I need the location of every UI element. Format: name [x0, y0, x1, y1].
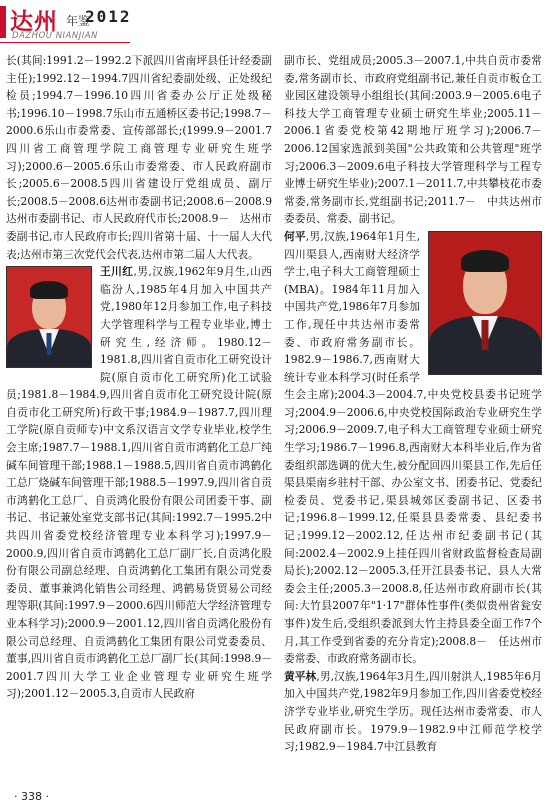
- page-header: [0, 0, 548, 44]
- person-name: 王川红: [100, 265, 134, 279]
- continued-biography: 长(其间:1991.2－1992.2下派四川省南坪县任计经委副主任);1992.12－1994.7四川省纪委副处级、正处级纪检员;1994.7－1996.10四川省委办公厅正处级秘书;1996.10－1998.7乐山市五通桥区委书记;1998.7－2000.6乐山市委常委、宣传部部长;(1999.9－2001.7四川省工商管理学院工商管理专业研究生班学习);2000.6－2005.6乐山市委常委、市人民政府副市长;2005.6－2008.5四川省建设厅党组成员、副厅长;2008.5－2008.6达州市委副书记;2008.6－2008.9达州市委副书记、市人民政府代市长;2008.9－ 达州市委副书记,市人民政府市长;四川省第十届、十一届人大代表;达州市第三次党代会代表,达州市第二届人大代表。: [6, 54, 272, 261]
- person-biography: ,男,汉族,1964年1月生,四川渠县人,西南财大经济学学士,电子科大工商管理硕士(MBA)。1984年11月加入中国共产党,1986年7月参加工作,现任中共达州市委常委、市政府常务副市长。1982.9－1986.7,西南财大统计专业本科学习(时任系学生会主席);2004.3－2004.7,中央党校县委书记班学习;2004.9－2006.6,中央党校国际政治专业研究生学习;2006.9－2009.7,电子科大工商管理专业硕士研究生学习;1986.7－1996.8,西南财大本科毕业后,作为省委组织部选调的优大生,被分配回四川渠县工作,先后任渠县渠南乡驻村干部、办公室文书、团委书记、党委纪检委员、党委书记,渠县城郊区委副书记、区委书记;1996.8－1999.12,任渠县县委常委、县纪委书记;1999.12－2002.12,任达州市纪委副书记(其间:2002.4－2002.9上挂任四川省财政监督检查局副局长);2002.12－2005.3,任开江县委书记、县人大常委会主任;2005.3－2008.8,任达州市政府副市长(其间:大竹县2007年"1·17"群体性事件(类似贵州省瓮安事件)发生后,受组织委派到大竹主持县委全面工作7个月,其工作受到省委的充分肯定);2008.8－ 任达州市委常委、市政府常务副市长。: [284, 229, 542, 666]
- person-biography: ,男,汉族,1962年9月生,山西临汾人,1985年4月加入中国共产党,1980年12月参加工作,电子科技大学管理科学与工程专业毕业,博士研究生,经济师。1980.12－1981.8,四川省自贡市化工研究设计院(原自贡市化工研究所)化工试验员;1981.8－1984.9,四川省自贡市化工研究设计院(原自贡市化工研究所)行政干事;1984.9－1987.7,四川理工学院(原自贡师专)中文系汉语言文学专业毕业,校学生会主席;1987.7－1988.1,四川省自贡市鸿鹤化工总厂纯碱车间管理干部;1988.1－1988.5,四川省自贡市鸿鹤化工总厂烧碱车间管理干部;1988.5－1997.9,四川省自贡市鸿鹤化工总厂、自贡鸿化股份有限公司团委干事、副书记、书记兼处室党支部书记(其间:1992.7－1995.2中共四川省委党校经济管理专业本科学习);1997.9－2000.9,四川省自贡市鸿鹤化工总厂副厂长,自贡鸿化股份有限公司副总经理、自贡鸿鹤化工集团有限公司党委委员、董事兼鸿化销售公司经理、鸿鹤易货贸易公司经理等职(其间:1997.9－2000.6四川师范大学经济管理专业本科学习);2000.9－2001.12,四川省自贡鸿化股份有限公司总经理、自贡鸿鹤化工集团有限公司党委委员、董事,四川省自贡市鸿鹤化工总厂副厂长(其间:1998.9－2001.7四川大学工业企业管理专业研究生班学习);2001.12－2005.3,自贡市人民政府: [6, 265, 272, 701]
- left-column: [6, 52, 272, 703]
- yearbook-label: 年鉴: [66, 14, 91, 28]
- continued-biography-right: 副市长、党组成员;2005.3－2007.1,中共自贡市委常委,常务副市长、市政府党组副书记,兼任自贡市板仓工业园区建设领导小组组长(其间:2003.9－2005.6电子科技大学工商管理专业硕士研究生毕业;2005.11－2006.1省委党校第42期地厅班学习);2006.7－2006.12国家选派到美国"公共政策和公共管理"班学习;2006.3－2009.6电子科技大学管理科学与工程专业博士研究生毕业);2007.1－2011.7,中共攀枝花市委常委,常务副市长,党组副书记;2011.7－ 中共达州市委委员、常委、副书记。: [284, 54, 542, 226]
- person-biography: ,男,汉族,1964年3月生,四川射洪人,1985年6月加入中国共产党,1982年9月参加工作,四川省委党校经济学专业毕业,研究生学历。现任达州市委常委、市人民政府副市长。1979.9－1982.9中江师范学校学习;1982.9－1984.7中江县教育: [284, 669, 542, 754]
- portrait-photo-heping: [428, 231, 542, 375]
- right-column: [284, 52, 542, 756]
- photo-tie: [47, 333, 52, 355]
- header-rule: [0, 42, 130, 43]
- yearbook-subtitle: DAZHOU NIANJIAN: [12, 31, 98, 41]
- biography-wangchuanhong: [6, 263, 272, 703]
- photo-hair: [461, 250, 509, 272]
- biography-hepingyong: [284, 228, 542, 668]
- person-name: 何平: [284, 229, 306, 243]
- header-accent-bar: [0, 6, 6, 38]
- photo-hair: [30, 281, 68, 299]
- yearbook-year: 2012: [85, 7, 132, 26]
- page-number: · 338 ·: [14, 790, 49, 803]
- photo-tie: [482, 320, 489, 350]
- person-name: 黄平林: [284, 669, 317, 683]
- biography-huangpinglin: [284, 668, 542, 756]
- portrait-photo-wangchuanhong: [6, 266, 92, 368]
- yearbook-title: 达州: [10, 9, 58, 35]
